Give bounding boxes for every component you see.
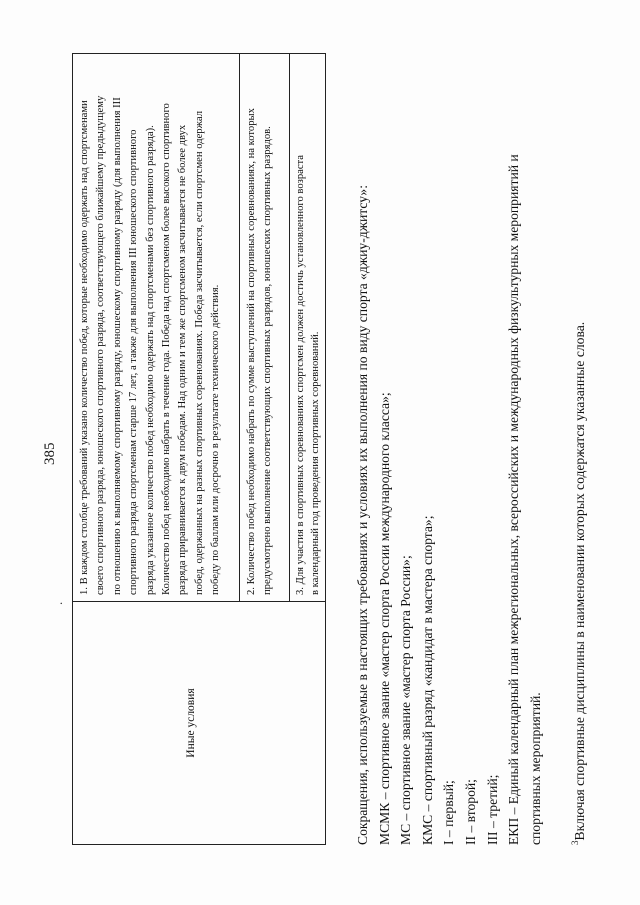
abbreviation-item: III – третий; bbox=[484, 774, 500, 845]
table-label-cell bbox=[73, 601, 325, 844]
table-cell-condition-1 bbox=[73, 54, 239, 601]
table-cell-condition-3 bbox=[289, 54, 327, 601]
text-line: разряда приравнивается к двум победам. Над одним и тем же спортсменом засчитывается не более двух bbox=[177, 124, 189, 595]
text-line: предусмотрено выполнение соответствующих спортивных разрядов, юношеских спортивных разрядов. bbox=[261, 126, 273, 595]
abbreviation-item: спортивных мероприятий. bbox=[527, 692, 543, 845]
abbreviation-item: МСМК – спортивное звание «мастер спорта России международного класса»; bbox=[376, 392, 392, 845]
table-label: Иные условия bbox=[185, 688, 197, 758]
abbreviation-item: I – первый; bbox=[441, 780, 457, 845]
abbreviation-item: КМС – спортивный разряд «кандидат в мастера спорта»; bbox=[419, 515, 435, 845]
text-line: 1. В каждом столбце требований указано количество побед, которые необходимо одержать над спортсменами bbox=[79, 100, 90, 595]
footnote bbox=[570, 85, 588, 845]
abbreviations-intro: Сокращения, используемые в настоящих требованиях и условиях их выполнения по виду спорта «джиу-джитсу»: bbox=[355, 185, 370, 845]
table-content-column bbox=[73, 54, 325, 601]
footnote-marker: 3 bbox=[570, 840, 580, 845]
conditions-table bbox=[72, 53, 326, 845]
text-line: 2. Количество побед необходимо набрать по сумме выступлений на спортивных соревнованиях, на которых bbox=[246, 108, 257, 595]
text-line: спортивного разряда спортсменам старше 17 лет, а также для выполнения III юношеского спортивного bbox=[128, 129, 140, 595]
text-line: 3. Для участия в спортивных соревнованиях спортсмен должен достичь установленного возраста bbox=[295, 155, 306, 595]
top-mark: . bbox=[50, 601, 65, 605]
text-line: в календарный год проведения спортивных соревнований. bbox=[310, 331, 321, 595]
footnote-text: Включая спортивные дисциплины в наименовании которых содержатся указанные слова. bbox=[572, 321, 587, 841]
text-line: разряда указанное количество побед необходимо одержать над спортсменами без спортивного разряда). bbox=[144, 125, 156, 595]
abbreviations-block bbox=[352, 45, 546, 845]
text-line: по отношению к выполняемому спортивному разряду, юношескому спортивному разряду (для выполнения III bbox=[111, 97, 123, 595]
abbreviation-item: II – второй; bbox=[462, 779, 478, 845]
abbreviation-item: ЕКП – Единый календарный план межрегиональных, всероссийских и международных физкультурных мероприятий и bbox=[506, 154, 522, 845]
abbreviation-item: МС – спортивное звание «мастер спорта России»; bbox=[398, 555, 414, 845]
page-number: 385 bbox=[42, 442, 58, 465]
text-line: побед, одержанных на разных спортивных соревнованиях. Победа засчитывается, если спортсмен одержал bbox=[193, 111, 205, 595]
text-line: Количество побед необходимо набрать в течение года. Победа над спортсменом более высокого спортивного bbox=[161, 103, 173, 595]
text-line: победу по баллам или досрочно в результате технического действия. bbox=[210, 284, 222, 595]
text-line: своего спортивного разряда, юношеского спортивного разряда, соответствующего ближайшему предыдущему bbox=[95, 95, 107, 595]
table-cell-condition-2 bbox=[239, 54, 289, 601]
